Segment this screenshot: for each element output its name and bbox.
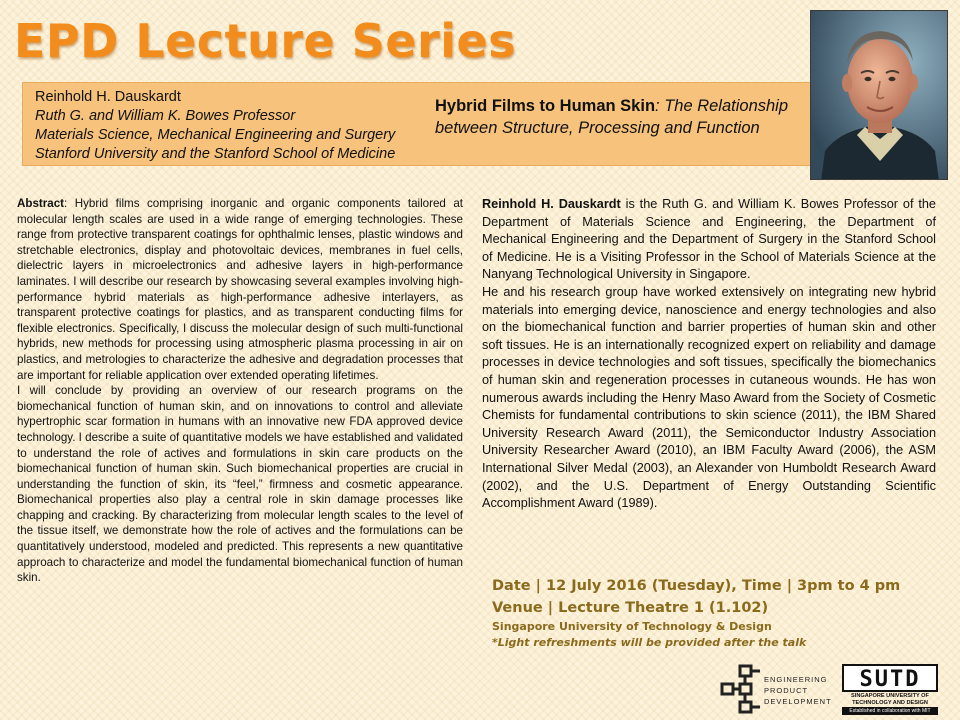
epd-logo-line-1: ENGINEERING <box>764 675 828 684</box>
epd-logo-text <box>764 674 832 707</box>
bio-lead-name: Reinhold H. Dauskardt <box>482 197 621 211</box>
event-datetime: Date | 12 July 2016 (Tuesday), Time | 3pm to 4 pm <box>492 578 901 594</box>
talk-title <box>435 95 815 139</box>
abstract-text-1: : Hybrid films comprising inorganic and organic components tailored at molecular length scales are used in a wide range of emerging technologies. These range from protective transparent coatings for ophthalmic lenses, plastic windows and stretchable electronics, display and photovoltaic devices, membranes in fuel cells, dielectric layers in microelectronics and adhesive layers in high-performance laminates. I will describe our research by showcasing several examples involving high-performance hybrid materials as high-performance adhesive interlayers, as transparent protective coatings for plastics, and as transparent conducting films for flexible electronics. Specifically, I discuss the molecular design of such multi-functional hybrids, new methods for processing using atmospheric plasma processing in air on plastics, and metrologies to characterize the adhesive and degradation processes that are important for reliable application over extended operating lifetimes. <box>17 197 463 382</box>
event-refreshments: *Light refreshments will be provided after the talk <box>492 636 807 649</box>
abstract-paragraph-1 <box>17 196 463 383</box>
epd-logo-line-3: DEVELOPMENT <box>764 697 832 706</box>
abstract-section <box>17 196 463 586</box>
bio-section <box>482 196 936 513</box>
speaker-photo <box>810 10 948 180</box>
bio-text-1: is the Ruth G. and William K. Bowes Professor of the Department of Materials Science and Engineering, the Department of Mechanical Engineering and the Department of Surgery in the Stanford School of Medicine. He is a Visiting Professor in the School of Materials Science at the Nanyang Technological University in Singapore. <box>482 197 936 282</box>
epd-logo-line-2: PRODUCT <box>764 686 809 695</box>
bio-paragraph-2: He and his research group have worked extensively on integrating new hybrid materials into emerging device, nanoscience and energy technologies and also on the biomechanical function and barrier properties of human skin and other soft tissues. He is an internationally recognized expert on reliability and damage processes in device technologies and soft tissues, specifically the biomechanics of human skin and regeneration processes in cutaneous wounds. He has won numerous awards including the Henry Maso Award from the Society of Cosmetic Chemists for fundamental contributions to skin science (2011), the IBM Shared University Research Award (2011), the Semiconductor Industry Association University Researcher Award (2010), an IBM Faculty Award (2006), the ASM International Silver Medal (2003), an Alexander von Humboldt Research Award (2002), and the U.S. Department of Energy Outstanding Scientific Accomplishment Award (1989). <box>482 284 936 511</box>
sutd-logo <box>842 664 938 716</box>
event-university: Singapore University of Technology & Design <box>492 620 772 633</box>
sutd-mark-text: SUTD <box>859 667 921 692</box>
abstract-label: Abstract <box>17 197 65 210</box>
speaker-departments: Materials Science, Mechanical Engineering and Surgery <box>35 127 396 143</box>
sutd-logo-icon <box>842 664 938 692</box>
talk-title-lead: Hybrid Films to Human Skin <box>435 97 656 115</box>
bio-paragraph-1 <box>482 196 936 284</box>
abstract-paragraph-2: I will conclude by providing an overview of our research programs on the biomechanical function of human skin, and on innovations to control and alleviate hypertrophic scar formation in humans with an innovative new FDA approved device technology. I describe a suite of quantitative models we have established and validated to understand the role of actives and formulations in skin care products on the biomechanical function of human skin. Such biomechanical properties are crucial in understanding the function of skin, its “feel,” firmness and cosmetic appearance. Biomechanical properties also play a central role in skin damage processes like chapping and cracking. By characterizing from molecular length scales to the level of the tissue itself, we demonstrate how the role of actives and the formulations can be quantitatively understood, modeled and predicted. This represents a new quantitative approach to characterize and model the fundamental biomechanical function of human skin. <box>17 384 463 585</box>
event-venue: Venue | Lecture Theatre 1 (1.102) <box>492 600 769 616</box>
talk-title-rest: : The Relationship between Structure, Processing and Function <box>435 97 789 137</box>
speaker-position: Ruth G. and William K. Bowes Professor <box>35 108 296 124</box>
sutd-name: SINGAPORE UNIVERSITY OF TECHNOLOGY AND DESIGN <box>851 693 929 706</box>
speaker-band <box>22 82 938 166</box>
speaker-institution: Stanford University and the Stanford School of Medicine <box>35 146 396 162</box>
speaker-portrait-image <box>811 11 948 180</box>
sutd-tagline: Established in collaboration with MIT <box>842 707 938 715</box>
page-title: EPD Lecture Series <box>14 14 517 68</box>
event-details <box>492 575 900 651</box>
speaker-name: Reinhold H. Dauskardt <box>35 89 181 105</box>
speaker-info <box>35 88 395 164</box>
